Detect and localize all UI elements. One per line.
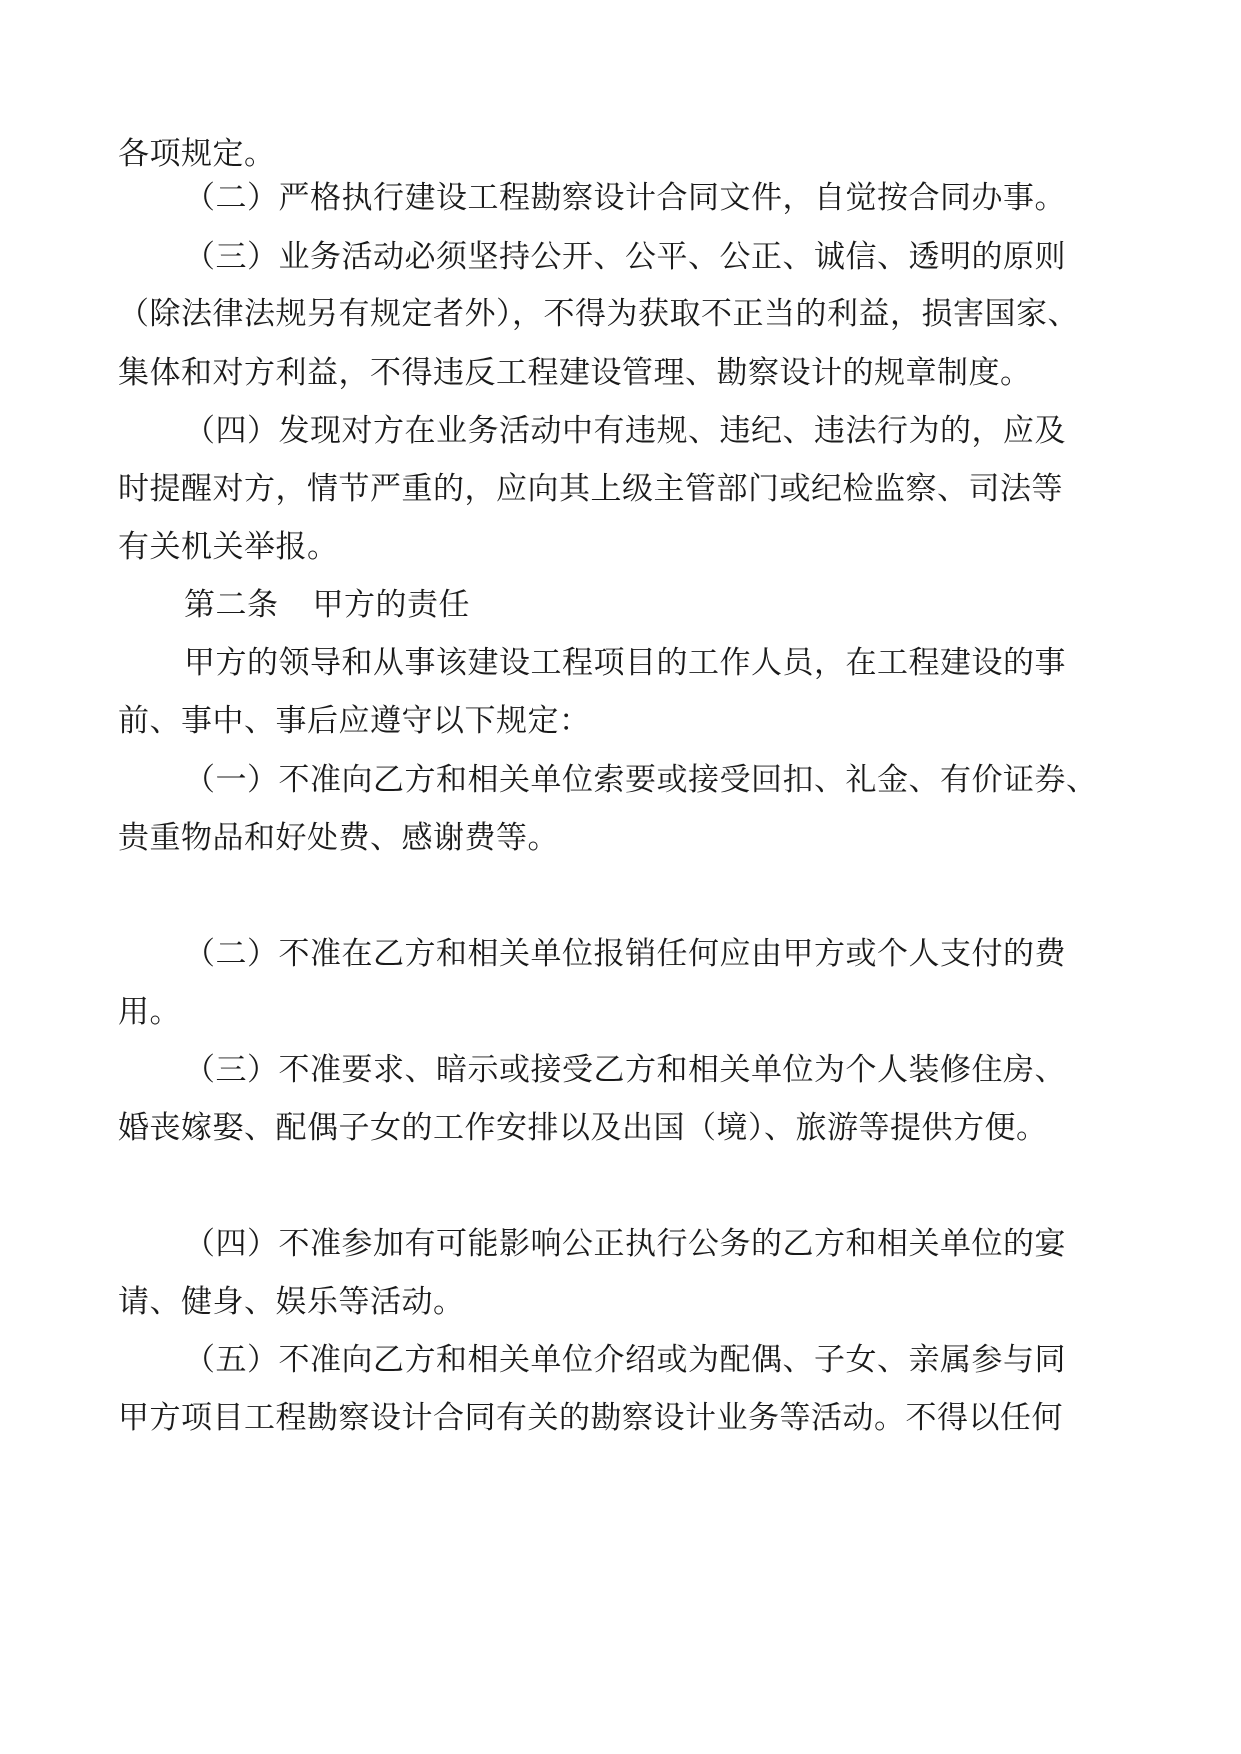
paragraph-line: 用。 [118,994,181,1030]
paragraph-line: （除法律法规另有规定者外），不得为获取不正当的利益，损害国家、 [118,296,1079,332]
section-heading [184,585,470,625]
paragraph-line: 前、事中、事后应遵守以下规定： [118,703,591,739]
paragraph-line: （四）发现对方在业务活动中有违规、违纪、违法行为的，应及 [184,413,1066,449]
paragraph-line: （四）不准参加有可能影响公正执行公务的乙方和相关单位的宴 [184,1226,1066,1262]
article-title: 甲方的责任 [312,587,470,623]
paragraph-line: （一）不准向乙方和相关单位索要或接受回扣、礼金、有价证券、 [184,762,1098,798]
paragraph-line: 婚丧嫁娶、配偶子女的工作安排以及出国（境）、旅游等提供方便。 [118,1110,1048,1146]
paragraph-line: （三）业务活动必须坚持公开、公平、公正、诚信、透明的原则 [184,239,1066,275]
paragraph-line: 时提醒对方，情节严重的，应向其上级主管部门或纪检监察、司法等 [118,471,1063,507]
paragraph-line: （三）不准要求、暗示或接受乙方和相关单位为个人装修住房、 [184,1052,1066,1088]
paragraph-line: 甲方项目工程勘察设计合同有关的勘察设计业务等活动。不得以任何 [118,1400,1063,1436]
paragraph-line: 贵重物品和好处费、感谢费等。 [118,820,559,856]
paragraph-line: 各项规定。 [118,136,276,172]
article-number: 第二条 [184,587,279,623]
paragraph-line: （二）严格执行建设工程勘察设计合同文件，自觉按合同办事。 [184,180,1066,216]
paragraph-line: （五）不准向乙方和相关单位介绍或为配偶、子女、亲属参与同 [184,1342,1066,1378]
paragraph-line: （二）不准在乙方和相关单位报销任何应由甲方或个人支付的费 [184,936,1066,972]
paragraph-line: 甲方的领导和从事该建设工程项目的工作人员，在工程建设的事 [184,645,1066,681]
paragraph-line: 请、健身、娱乐等活动。 [118,1284,465,1320]
paragraph-line: 集体和对方利益，不得违反工程建设管理、勘察设计的规章制度。 [118,355,1032,391]
paragraph-line: 有关机关举报。 [118,529,339,565]
